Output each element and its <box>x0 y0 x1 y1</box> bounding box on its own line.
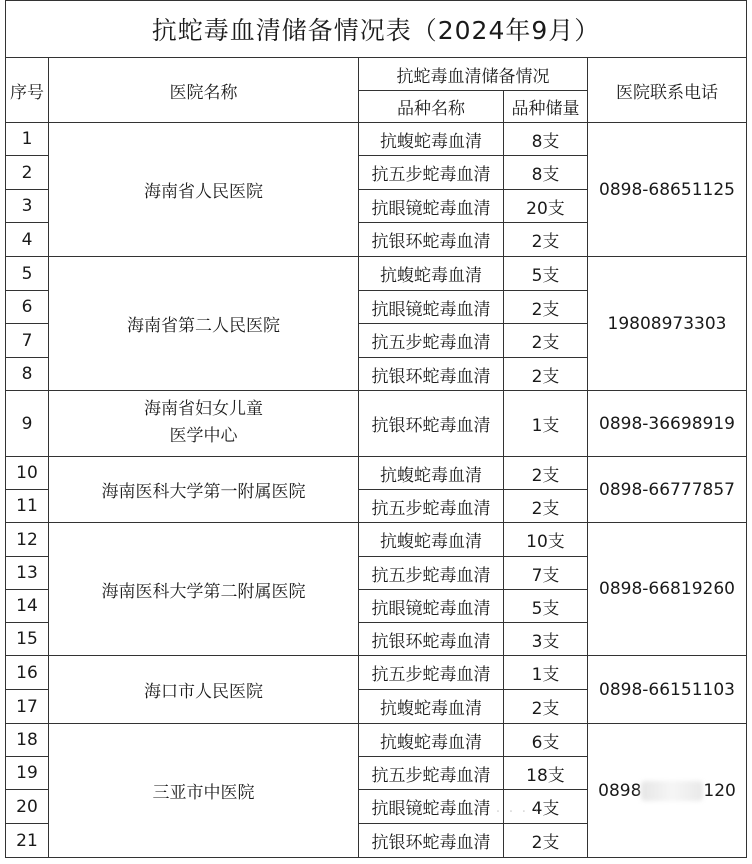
phone-number: 0898-66819260 <box>599 579 735 599</box>
seq-cell: 2 <box>6 156 49 190</box>
table-row <box>6 257 747 291</box>
phone-cell <box>588 656 747 724</box>
variety-cell: 抗蝮蛇毒血清 <box>359 690 504 724</box>
phone-cell <box>588 391 747 457</box>
hospital-name: 海口市人民医院 <box>144 682 263 702</box>
variety-cell: 抗五步蛇毒血清 <box>359 757 504 790</box>
seq-cell: 9 <box>6 391 49 457</box>
variety-cell: 抗银环蛇毒血清 <box>359 358 504 391</box>
seq-cell: 17 <box>6 690 49 724</box>
seq-cell: 14 <box>6 590 49 623</box>
stock-cell: 8支 <box>504 123 588 156</box>
stock-cell: 2支 <box>504 457 588 490</box>
stock-cell: 1支 <box>504 656 588 690</box>
variety-cell: 抗银环蛇毒血清 <box>359 824 504 858</box>
stock-cell: 6支 <box>504 724 588 757</box>
seq-cell: 21 <box>6 824 49 858</box>
seq-cell: 5 <box>6 257 49 291</box>
variety-cell: 抗五步蛇毒血清 <box>359 324 504 358</box>
table-title: 抗蛇毒血清储备情况表（2024年9月） <box>6 1 747 58</box>
seq-cell: 8 <box>6 358 49 391</box>
seq-cell: 7 <box>6 324 49 358</box>
phone-suffix: 120 <box>703 780 736 801</box>
hospital-cell <box>49 457 359 523</box>
variety-cell: 抗眼镜蛇毒血清 <box>359 291 504 324</box>
variety-cell: 抗五步蛇毒血清 <box>359 156 504 190</box>
table-row <box>6 656 747 690</box>
seq-cell: 19 <box>6 757 49 790</box>
stock-cell: 20支 <box>504 190 588 223</box>
hospital-cell <box>49 123 359 257</box>
header-row-1 <box>6 58 747 91</box>
table-row <box>6 391 747 457</box>
hospital-cell <box>49 257 359 391</box>
stock-cell: 1支 <box>504 391 588 457</box>
variety-cell: 抗眼镜蛇毒血清 <box>359 190 504 223</box>
variety-cell: 抗五步蛇毒血清 <box>359 490 504 523</box>
stock-cell: 2支 <box>504 324 588 358</box>
seq-cell: 4 <box>6 223 49 257</box>
header-variety: 品种名称 <box>359 91 504 123</box>
stock-cell: 2支 <box>504 291 588 324</box>
stock-cell: 7支 <box>504 557 588 590</box>
hospital-cell <box>49 656 359 724</box>
table-row <box>6 457 747 490</box>
stock-cell: 2支 <box>504 824 588 858</box>
phone-number: 19808973303 <box>607 313 727 334</box>
seq-cell: 15 <box>6 623 49 656</box>
variety-cell: 抗五步蛇毒血清 <box>359 656 504 690</box>
phone-cell <box>588 523 747 656</box>
seq-cell: 3 <box>6 190 49 223</box>
phone-prefix: 0898 <box>598 780 642 801</box>
title-row <box>6 1 747 58</box>
stock-cell: 2支 <box>504 223 588 257</box>
seq-cell: 12 <box>6 523 49 557</box>
seq-cell: 18 <box>6 724 49 757</box>
watermark: · · · · · · <box>470 804 541 820</box>
header-phone: 医院联系电话 <box>588 58 747 123</box>
hospital-name: 三亚市中医院 <box>152 783 255 803</box>
header-stock: 品种储量 <box>504 91 588 123</box>
phone-cell <box>588 123 747 257</box>
stock-cell: 2支 <box>504 358 588 391</box>
hospital-cell <box>49 724 359 858</box>
hospital-cell <box>49 391 359 457</box>
variety-cell: 抗眼镜蛇毒血清 <box>359 590 504 623</box>
variety-cell: 抗蝮蛇毒血清 <box>359 523 504 557</box>
hospital-name: 海南省第二人民医院 <box>127 316 280 336</box>
hospital-name-line: 海南省妇女儿童 <box>144 399 263 419</box>
table-row <box>6 523 747 557</box>
seq-cell: 20 <box>6 790 49 824</box>
antivenom-reserve-table <box>5 0 747 858</box>
stock-cell: 4支 <box>504 790 588 824</box>
seq-cell: 16 <box>6 656 49 690</box>
phone-number: 0898-66151103 <box>599 679 735 700</box>
phone-cell <box>588 724 747 858</box>
hospital-cell <box>49 523 359 656</box>
variety-cell: 抗蝮蛇毒血清 <box>359 123 504 156</box>
stock-cell: 10支 <box>504 523 588 557</box>
variety-cell: 抗银环蛇毒血清 <box>359 391 504 457</box>
phone-cell <box>588 257 747 391</box>
seq-cell: 1 <box>6 123 49 156</box>
variety-cell: 抗银环蛇毒血清 <box>359 223 504 257</box>
header-seq: 序号 <box>6 58 49 123</box>
stock-cell: 18支 <box>504 757 588 790</box>
seq-cell: 13 <box>6 557 49 590</box>
stock-cell: 3支 <box>504 623 588 656</box>
header-hospital: 医院名称 <box>49 58 359 123</box>
hospital-name: 海南医科大学第一附属医院 <box>101 482 306 502</box>
phone-number: 0898-36698919 <box>599 413 735 434</box>
stock-cell: 2支 <box>504 690 588 724</box>
redacted-mark <box>641 781 703 801</box>
stock-cell: 8支 <box>504 156 588 190</box>
phone-number: 0898-68651125 <box>599 179 735 200</box>
hospital-name: 海南医科大学第二附属医院 <box>101 581 306 602</box>
table-row <box>6 724 747 757</box>
seq-cell: 11 <box>6 490 49 523</box>
phone-number: 0898-66777857 <box>599 479 735 500</box>
variety-cell: 抗银环蛇毒血清 <box>359 623 504 656</box>
stock-cell: 2支 <box>504 490 588 523</box>
seq-cell: 6 <box>6 291 49 324</box>
stock-cell: 5支 <box>504 257 588 291</box>
header-reserve-group: 抗蛇毒血清储备情况 <box>359 58 588 91</box>
variety-cell: 抗蝮蛇毒血清 <box>359 724 504 757</box>
variety-cell: 抗眼镜蛇毒血清 <box>359 790 504 824</box>
stock-cell: 5支 <box>504 590 588 623</box>
variety-cell: 抗五步蛇毒血清 <box>359 557 504 590</box>
table-row <box>6 123 747 156</box>
hospital-name-line: 医学中心 <box>169 426 238 446</box>
variety-cell: 抗蝮蛇毒血清 <box>359 257 504 291</box>
variety-cell: 抗蝮蛇毒血清 <box>359 457 504 490</box>
hospital-name: 海南省人民医院 <box>144 182 263 202</box>
seq-cell: 10 <box>6 457 49 490</box>
phone-cell <box>588 457 747 523</box>
